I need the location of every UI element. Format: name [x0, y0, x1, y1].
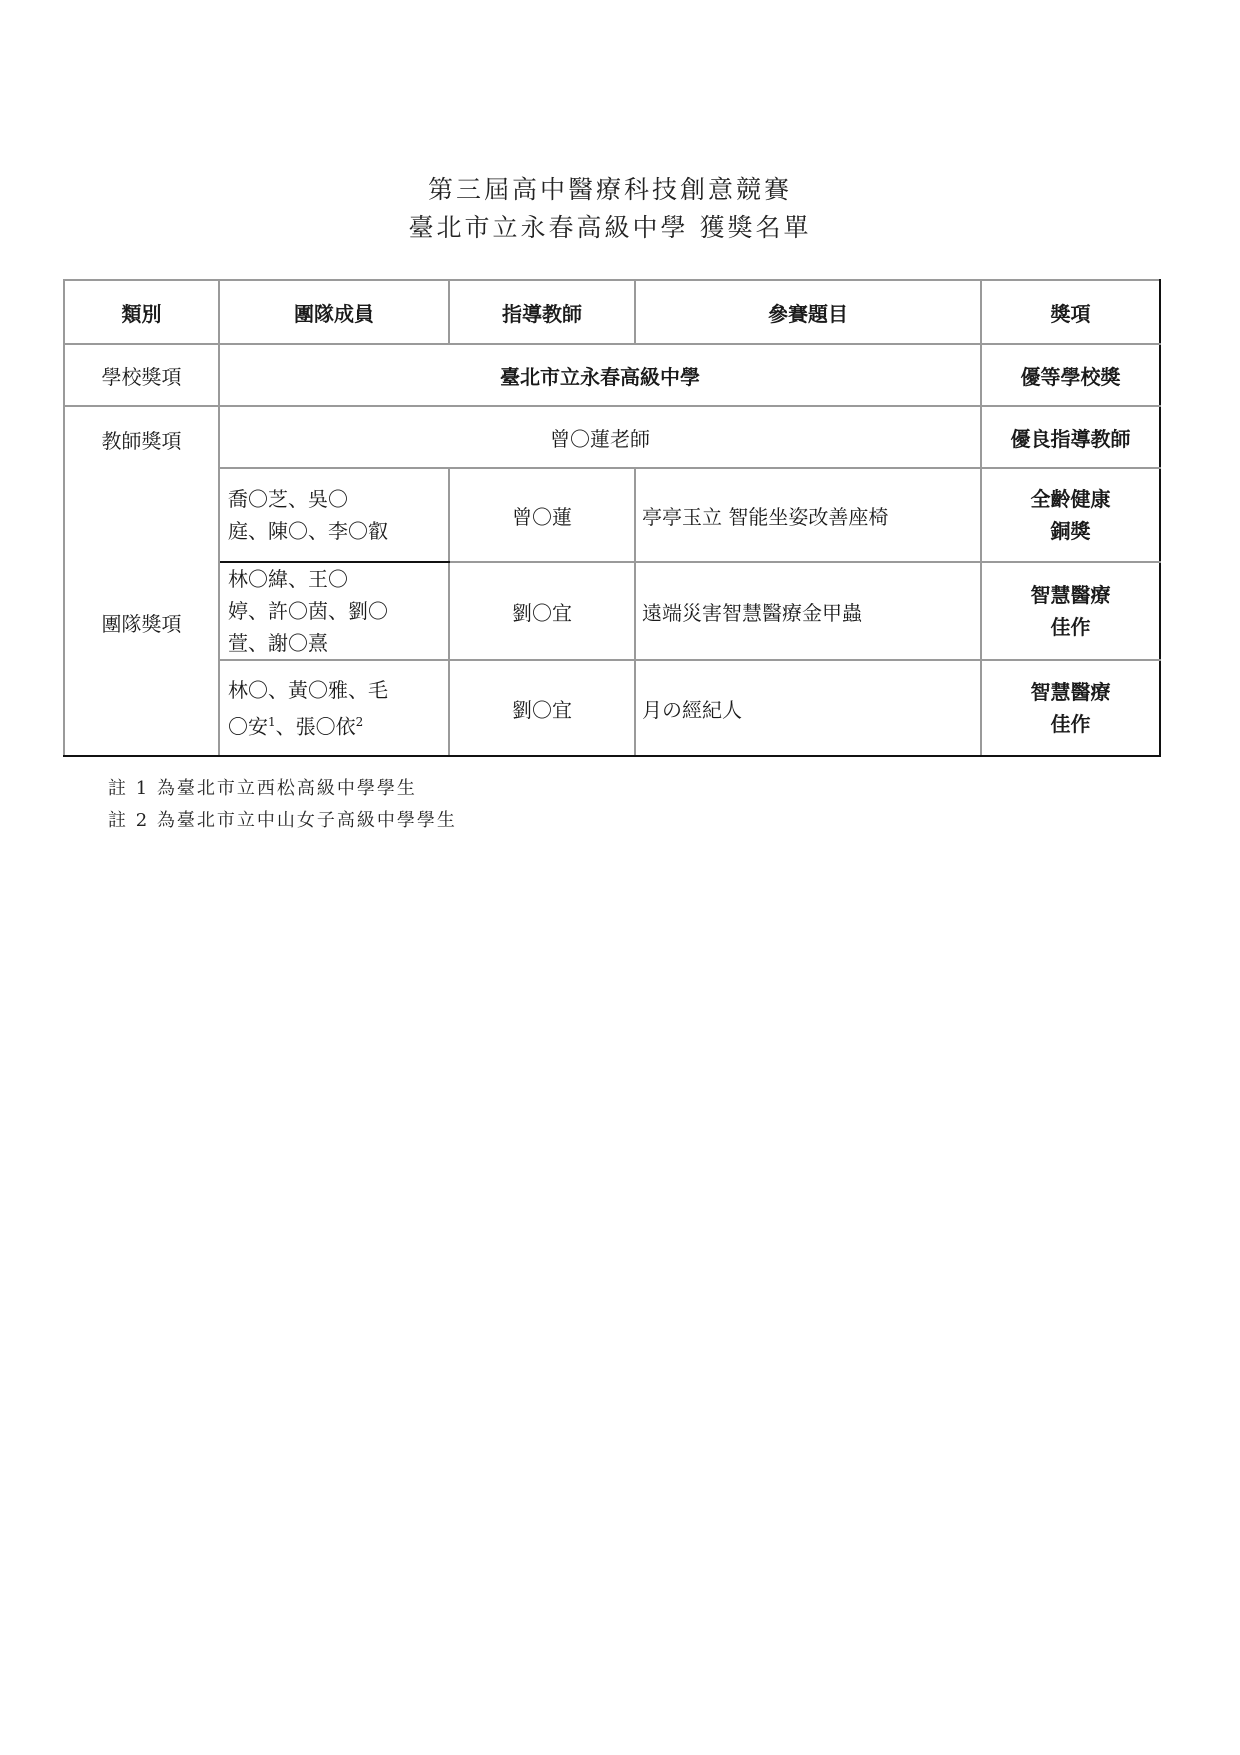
- table-row-team: [64, 660, 1160, 756]
- footnote-1: 註 1 為臺北市立西松高級中學學生: [108, 778, 417, 799]
- team-advisor: 劉〇宜: [449, 660, 635, 756]
- team-advisor: 曾〇蓮: [449, 468, 635, 562]
- team-project: 亭亭玉立 智能坐姿改善座椅: [635, 468, 981, 562]
- header-award: 獎項: [981, 280, 1160, 344]
- awards-table: [63, 279, 1161, 757]
- team-advisor: 劉〇宜: [449, 562, 635, 660]
- table-header-row: [64, 280, 1160, 344]
- team-award: 智慧醫療 佳作: [981, 562, 1160, 660]
- team-members: 喬〇芝、吳〇 庭、陳〇、李〇叡: [219, 468, 449, 562]
- document-subtitle: 臺北市立永春高級中學 獲獎名單: [408, 213, 812, 242]
- team-award: 智慧醫療 佳作: [981, 660, 1160, 756]
- header-advisor: 指導教師: [449, 280, 635, 344]
- category-cell-merged: [64, 406, 219, 756]
- header-category: 類別: [64, 280, 219, 344]
- header-members: 團隊成員: [219, 280, 449, 344]
- document-title: 第三屆高中醫療科技創意競賽: [427, 175, 792, 204]
- category-school: 學校獎項: [64, 344, 219, 406]
- team-members: 林〇緯、王〇 婷、許〇茵、劉〇 萱、謝〇熹: [219, 562, 449, 660]
- team-project: 月の經紀人: [635, 660, 981, 756]
- table-row-teacher: [64, 406, 1160, 468]
- team-award: 全齡健康 銅獎: [981, 468, 1160, 562]
- table-row-team: [64, 468, 1160, 562]
- category-teacher: 教師獎項: [101, 429, 182, 453]
- table-row-school: [64, 344, 1160, 406]
- teacher-award: 優良指導教師: [981, 406, 1160, 468]
- table-row-team: [64, 562, 1160, 660]
- school-name: 臺北市立永春高級中學: [219, 344, 981, 406]
- team-members: 林〇、黃〇雅、毛 〇安$^1$、張〇依$^2$: [219, 660, 449, 756]
- team-project: 遠端災害智慧醫療金甲蟲: [635, 562, 981, 660]
- category-team: 團隊獎項: [101, 612, 182, 636]
- teacher-name: 曾〇蓮老師: [219, 406, 981, 468]
- school-award: 優等學校獎: [981, 344, 1160, 406]
- header-project: 參賽題目: [635, 280, 981, 344]
- footnote-2: 註 2 為臺北市立中山女子高級中學學生: [108, 810, 457, 831]
